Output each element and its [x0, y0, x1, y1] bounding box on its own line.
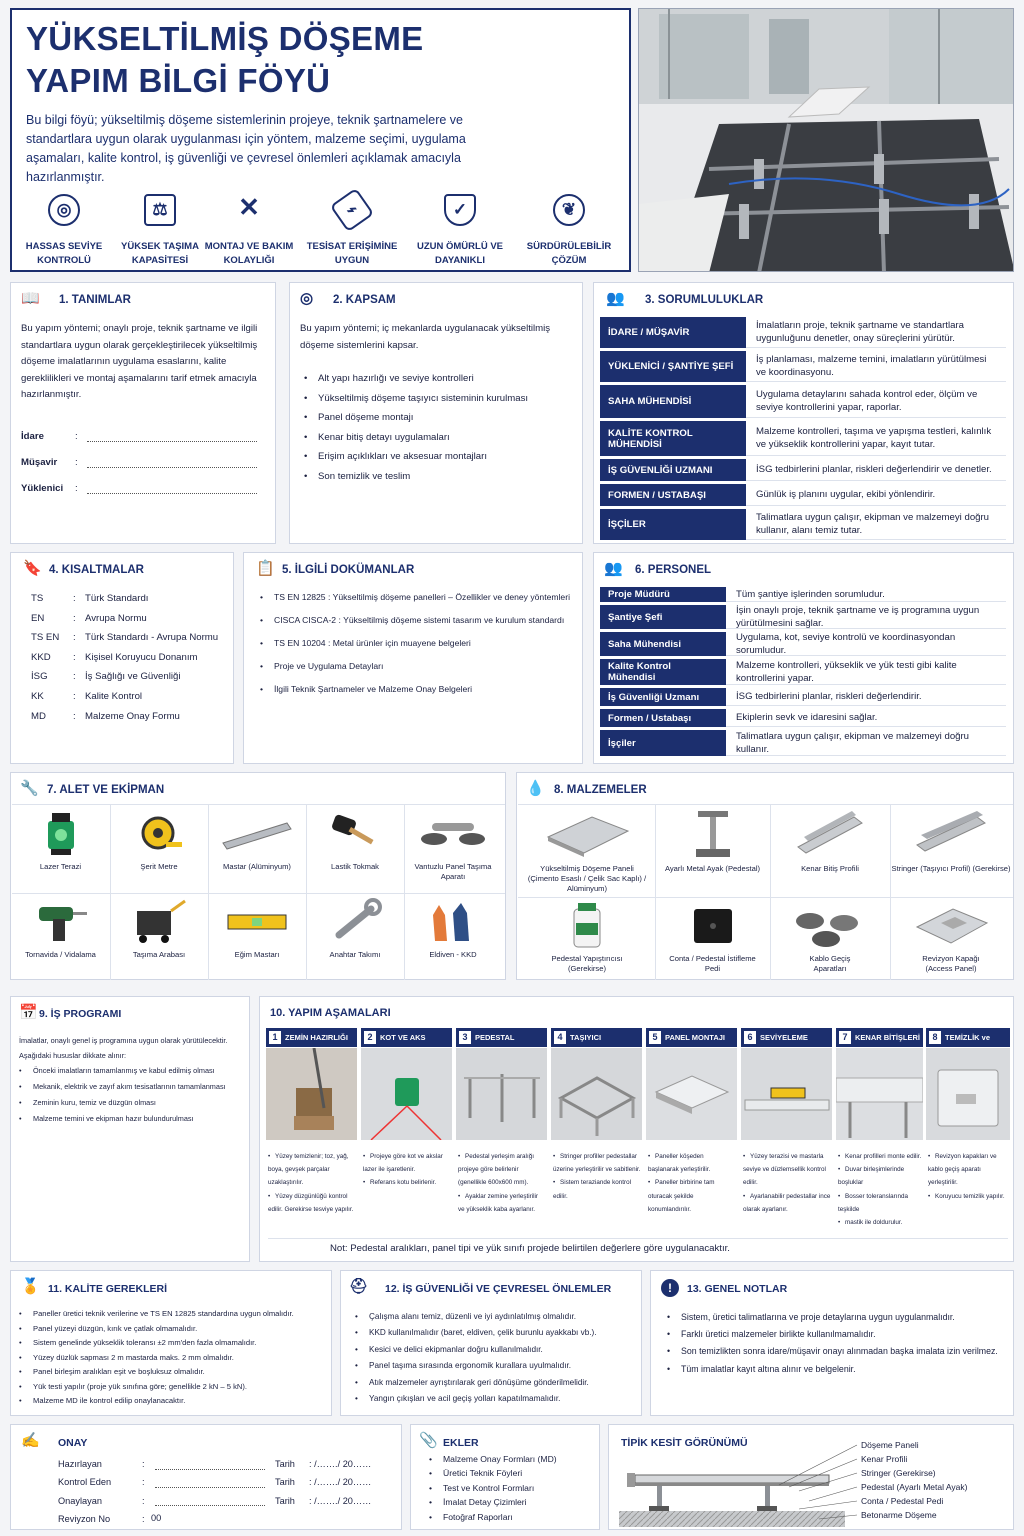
step-header-5: 5 PANEL MONTAJI — [646, 1028, 737, 1047]
target-icon: ◎ — [300, 290, 314, 307]
section-is-programi — [10, 996, 250, 1262]
section-title: 7. ALET VE EKİPMAN — [47, 784, 165, 796]
onaylayan-field[interactable] — [155, 1505, 265, 1506]
wrench-icon — [325, 897, 385, 947]
section-title: 13. GENEL NOTLAR — [687, 1283, 788, 1295]
material-yapistirici: Pedestal Yapıştırıcısı (Gerekirse) — [519, 901, 655, 974]
program-text: İmalatlar, onaylı genel iş programına uygun olarak yürütülecektir. — [19, 1036, 228, 1045]
onay-date-labels: Tarih Tarih Tarih — [275, 1459, 295, 1506]
feature-maintenance: ✕ MONTAJ VE BAKIM KOLAYLIĞI — [204, 192, 294, 266]
paperclip-icon: 📎 — [419, 1432, 438, 1449]
material-revizyon-kapagi: Revizyon Kapağı (Access Panel) — [890, 901, 1012, 974]
section-kapsam — [289, 282, 583, 544]
step-text-1: • Yüzey temizlenir; toz, yağ, boya, gevşek parçalar uzaklaştırılır. • Yüzey düzgünlüğü kontrol edilir. Gerekirse tesviye yapılır. — [268, 1150, 356, 1216]
laser-level-icon — [41, 809, 81, 859]
field-label: İdare — [21, 431, 44, 442]
tool-tornavida: Tornavida / Vidalama — [11, 897, 110, 960]
step-image-7 — [836, 1048, 923, 1140]
section-sorumluluklar — [593, 282, 1014, 544]
kapsam-text: Bu yapım yöntemi; iç mekanlarda uygulanacak yükseltilmiş döşeme sistemlerini kapsar. — [300, 323, 551, 351]
feature-access: ⌁ TESİSAT ERİŞİMİNE UYGUN — [304, 194, 400, 268]
step-text-8: • Revizyon kapakları ve kablo geçiş aparatı yerleştirilir. • Koruyucu temizlik yapılır. — [928, 1150, 1010, 1203]
onay-date-values[interactable]: : /……./ 20…… : /……./ 20…… : /……./ 20…… — [309, 1459, 372, 1506]
signature-icon: ✍ — [21, 1432, 40, 1449]
helmet-icon: ⛑ — [349, 1278, 369, 1295]
section-onay — [10, 1424, 402, 1530]
tools-icon: ✕ — [238, 192, 260, 222]
material-kenar-profil: Kenar Bitiş Profili — [770, 807, 890, 874]
tool-vantuzlu-aparat: Vantuzlu Panel Taşıma Aparatı — [404, 809, 502, 882]
section-personel — [593, 552, 1014, 764]
suction-lifter-icon — [418, 809, 488, 859]
cable-icon: ⌁ — [330, 188, 375, 233]
section-tanimlar — [10, 282, 276, 544]
section-guvenlik — [340, 1270, 642, 1416]
material-stringer: Stringer (Taşıyıcı Profil) (Gerekirse) — [890, 807, 1012, 874]
section-ekler — [410, 1424, 600, 1530]
material-conta: Conta / Pedestal İstifleme Pedi — [655, 901, 770, 974]
leaf-icon: ❦ — [553, 194, 585, 226]
header-panel — [10, 8, 631, 272]
spirit-level-icon — [222, 897, 292, 947]
step-image-8 — [926, 1048, 1010, 1140]
section-kalite — [10, 1270, 332, 1416]
tool-mastar: Mastar (Alüminyum) — [208, 809, 306, 872]
feature-sustainable: ❦ SÜRDÜRÜLEBİLİR ÇÖZÜM — [521, 194, 617, 268]
field-sep: : — [75, 483, 78, 494]
section-aletler — [10, 772, 506, 980]
asamalar-title: 10. YAPIM AŞAMALARI — [270, 1007, 391, 1019]
kontrol-eden-field[interactable] — [155, 1487, 265, 1488]
weight-icon: ⚖ — [144, 194, 176, 226]
material-kablo-gecis: Kablo Geçiş Aparatları — [770, 901, 890, 974]
tool-anahtar-takimi: Anahtar Takımı — [306, 897, 404, 960]
sorumluluk-table: İDARE / MÜŞAVİR İmalatların proje, teknik şartname ve standartlara uygunluğunu denetler, onay süreçlerini yürütür. YÜKLENİCİ / ŞANTİYE ŞEFİ İş planlaması, malzeme temini, imalatların yürütülmesi ve koordinasyonu. SAHA MÜHENDİSİ Uygulama detaylarını sahada kontrol eder, ölçüm ve seviye kontrollerini yapar, raporlar. KALİTE KONTROL MÜHENDİSİ Malzeme kontrolleri, taşıma ve yapışma testleri, kalınlık ve yükseklik kontrollerini yapar, kayıt tutar. İŞ GÜVENLİĞİ UZMANI İSG tedbirlerini planlar, riskleri değerlendirir ve denetler. FORMEN / USTABAŞI Günlük iş planını uygular, ekibi yönlendirir. İŞÇİLER Talimatlara uygun çalışır, ekipman ve malzemeyi doğru kullanır, alanı temiz tutar. — [600, 317, 1006, 543]
field-label: Müşavir — [21, 457, 58, 468]
section-title: 2. KAPSAM — [333, 294, 396, 306]
tool-lastik-tokmak: Lastik Tokmak — [306, 809, 404, 872]
kalite-list: • Paneller üretici teknik verilerine ve TS EN 12825 standardına uygun olmalıdır. • Panel yüzeyi düzgün, kırık ve çatlak olmamalıdır. • Sistem genelinde yükseklik toleransı ±2 mm'den fazla olmamalıdır. • Yüzey düzlük sapması 2 m mastarda maks. 2 mm olmalıdır. • Panel birleşim aralıkları eşit ve boşluksuz olmalıdır. • Yük testi yapılır (proje yük sınıfına göre; genellikle 2 kN – 5 kN). • Malzeme MD ile kontrol edilip onaylanacaktır. — [19, 1307, 294, 1409]
tape-measure-icon — [134, 809, 184, 859]
book-icon: 📖 — [21, 290, 40, 307]
program-list: • Önceki imalatların tamamlanmış ve kabul edilmiş olması • Mekanik, elektrik ve zayıf akım tesisatlarının tamamlanması • Zeminin kuru, temiz ve düzgün olması • Malzeme temini ve ekipman hazır bulundurulması — [19, 1063, 226, 1127]
notlar-list: • Sistem, üretici talimatlarına ve proje detaylarına uygun uygulanmalıdır. • Farklı üretici malzemeler birlikte kullanılmamalıdır. • Son temizlikten sonra idare/müşavir onayı alınmadan başka imalata izin verilmez. • Tüm imalatlar kayıt altına alınır ve belgelenir. — [667, 1309, 1007, 1378]
tool-tasima-arabasi: Taşıma Arabası — [110, 897, 208, 960]
bookmark-icon: 🔖 — [23, 560, 42, 577]
pad-icon — [688, 901, 738, 951]
asamalar-note: Not: Pedestal aralıkları, panel tipi ve yük sınıfı projede belirtilen değerlere göre uygulanacaktır. — [330, 1243, 730, 1254]
field-sep: : — [75, 431, 78, 442]
feature-precision: ◎ HASSAS SEVİYE KONTROLÜ — [16, 194, 112, 268]
section-malzemeler — [516, 772, 1014, 980]
section-kisaltmalar — [10, 552, 234, 764]
tool-egim-mastari: Eğim Mastarı — [208, 897, 306, 960]
tool-serit-metre: Şerit Metre — [110, 809, 208, 872]
drop-icon: 💧 — [526, 780, 545, 797]
section-title: 3. SORUMLULUKLAR — [645, 294, 764, 306]
material-panel: Yükseltilmiş Döşeme Paneli (Çimento Esaslı / Çelik Sac Kaplı) / Alüminyum) — [519, 807, 655, 894]
program-text: Aşağıdaki hususlar dikkate alınır: — [19, 1051, 127, 1060]
section-dokumanlar — [243, 552, 583, 764]
section-title: 9. İŞ PROGRAMI — [39, 1008, 122, 1020]
step-image-1 — [266, 1048, 357, 1140]
page-title: YÜKSELTİLMİŞ DÖŞEME YAPIM BİLGİ FÖYÜ — [26, 20, 424, 99]
step-header-6: 6 SEVİYELEME — [741, 1028, 832, 1047]
edge-profile-icon — [790, 807, 870, 861]
section-title: 8. MALZEMELER — [554, 784, 647, 796]
people-icon: 👥 — [604, 560, 623, 577]
tool-lazer-terazi: Lazer Terazi — [11, 809, 110, 872]
abbr-values: Türk Standardı Avrupa Normu Türk Standardı - Avrupa Normu Kişisel Koruyucu Donanım İş Sağlığı ve Güvenliği Kalite Kontrol Malzeme Onay Formu — [85, 593, 219, 722]
step-header-4: 4 TAŞIYICI — [551, 1028, 642, 1047]
ekler-list: • Malzeme Onay Formları (MD) • Üretici Teknik Föyleri • Test ve Kontrol Formları • İmalat Detay Çizimleri • Fotoğraf Raporları — [429, 1452, 557, 1524]
info-icon: ! — [661, 1279, 679, 1297]
mallet-icon — [325, 809, 385, 859]
step-image-6 — [741, 1048, 832, 1140]
straightedge-icon — [217, 809, 297, 859]
section-title: EKLER — [443, 1437, 479, 1449]
feature-durable: ✓ UZUN ÖMÜRLÜ VE DAYANIKLI — [412, 194, 508, 268]
field-sep: : — [75, 457, 78, 468]
grommet-icon — [790, 901, 870, 951]
personel-table: Proje Müdürü Tüm şantiye işlerinden sorumludur. Şantiye Şefi İşin onaylı proje, teknik şartname ve iş programına uygun yürütülmesini sağlar. Saha Mühendisi Uygulama, kot, seviye kontrolü ve koordinasyondan sorumludur. Kalite Kontrol Mühendisi Malzeme kontrolleri, yükseklik ve yük testi gibi kalite kontrollerini yapar. İş Güvenliği Uzmanı İSG tedbirlerini planlar, riskleri değerlendirir. Formen / Ustabaşı Ekiplerin sevk ve idaresini sağlar. İşçiler Talimatlara uygun çalışır, ekipman ve malzemeyi doğru kullanır. — [600, 587, 1006, 759]
kesit-labels: Döşeme Paneli Kenar Profili Stringer (Gerekirse) Pedestal (Ayarlı Metal Ayak) Conta / Pedestal Pedi Betonarme Döşeme — [861, 1440, 968, 1520]
adhesive-icon — [562, 901, 612, 951]
onay-sep: : : : : — [142, 1459, 145, 1525]
field-label: Yüklenici — [21, 483, 64, 494]
document-icon: 📋 — [256, 560, 275, 577]
step-text-5: • Paneller köşeden başlanarak yerleştirilir. • Paneller birbirine tam oturacak şekilde konumlandırılır. — [648, 1150, 736, 1216]
cart-icon — [129, 897, 189, 947]
step-header-8: 8 TEMİZLİK ve — [926, 1028, 1010, 1047]
guvenlik-list: • Çalışma alanı temiz, düzenli ve iyi aydınlatılmış olmalıdır. • KKD kullanılmalıdır (baret, eldiven, çelik burunlu ayakkabı vb.). • Kesici ve delici ekipmanlar doğru kullanılmalıdır. • Panel taşıma sırasında ergonomik kurallara uyulmalıdır. • Atık malzemeler ayrıştırılarak geri dönüşüme gönderilmelidir. • Yangın çıkışları ve acil geçiş yolları kapatılmamalıdır. — [355, 1309, 597, 1407]
step-text-6: • Yüzey terazisi ve mastarla seviye ve düzlemsellik kontrol edilir. • Ayarlanabilir pedestallar ince olarak ayarlanır. — [743, 1150, 831, 1216]
section-title: TİPİK KESİT GÖRÜNÜMÜ — [621, 1437, 748, 1449]
section-title: 11. KALİTE GEREKLERİ — [48, 1283, 168, 1295]
material-pedestal: Ayarlı Metal Ayak (Pedestal) — [655, 807, 770, 874]
intro-text: Bu bilgi föyü; yükseltilmiş döşeme sistemlerinin projeye, teknik şartnamelere ve standartlara uygun olarak uygulanması için yöntem, malzeme seçimi, uygulama aşamaları, kalite kontrol, iş güvenliği ve çevresel önlemleri açıklamak amacıyla hazırlanmıştır. — [26, 113, 466, 184]
section-title: 4. KISALTMALAR — [49, 564, 144, 576]
yuklenici-field[interactable] — [87, 493, 257, 494]
section-title: 12. İŞ GÜVENLİĞİ VE ÇEVRESEL ÖNLEMLER — [385, 1283, 612, 1295]
gloves-icon — [423, 897, 483, 947]
section-notlar — [650, 1270, 1014, 1416]
section-kesit — [608, 1424, 1014, 1530]
step-image-4 — [551, 1048, 642, 1140]
wrench-icon: 🔧 — [20, 780, 39, 797]
abbr-sep: : : : : : : : — [73, 593, 76, 722]
people-icon: 👥 — [606, 290, 625, 307]
dokuman-list: • TS EN 12825 : Yükseltilmiş döşeme panelleri – Özellikler ve deney yöntemleri • CISCA CISCA-2 : Yükseltilmiş döşeme sistemi tasarım ve kurulum standardı • TS EN 10204 : Metal ürünler için muayene belgeleri • Proje ve Uygulama Detayları • İlgili Teknik Şartnameler ve Malzeme Onay Belgeleri — [260, 586, 570, 701]
tool-eldiven: Eldiven - KKD — [404, 897, 502, 960]
shield-icon: ✓ — [444, 194, 476, 226]
musavir-field[interactable] — [87, 467, 257, 468]
raised-floor-photo — [638, 8, 1014, 272]
hazirlayan-field[interactable] — [155, 1469, 265, 1470]
step-image-5 — [646, 1048, 737, 1140]
step-header-2: 2 KOT VE AKS — [361, 1028, 452, 1047]
calendar-icon: 📅 — [19, 1004, 38, 1021]
step-image-3 — [456, 1048, 547, 1140]
kapsam-list: • Alt yapı hazırlığı ve seviye kontrolleri • Yükseltilmiş döşeme taşıyıcı sisteminin kurulması • Panel döşeme montajı • Kenar bitiş detayı uygulamaları • Erişim açıklıkları ve aksesuar montajları • Son temizlik ve teslim — [304, 369, 528, 487]
idare-field[interactable] — [87, 441, 257, 442]
revizyon-value: 00 — [151, 1513, 162, 1523]
step-text-2: • Projeye göre kot ve akslar lazer ile işaretlenir. • Referans kotu belirlenir. — [363, 1150, 451, 1190]
onay-labels: Hazırlayan Kontrol Eden Onaylayan Reviyzon No — [58, 1459, 112, 1525]
section-title: 1. TANIMLAR — [59, 294, 131, 306]
step-text-7: • Kenar profilleri monte edilir. • Duvar birleşimlerinde boşluklar • Bosser toleranslarında teşkilde • mastik ile doldurulur. — [838, 1150, 923, 1229]
target-icon: ◎ — [48, 194, 80, 226]
step-image-2 — [361, 1048, 452, 1140]
step-header-3: 3 PEDESTAL — [456, 1028, 547, 1047]
access-panel-icon — [911, 901, 991, 951]
feature-capacity: ⚖ YÜKSEK TAŞIMA KAPASİTESİ — [112, 194, 208, 268]
tanimlar-text: Bu yapım yöntemi; onaylı proje, teknik şartname ve ilgili standartlara uygun olarak gerçekleştirilecek yükseltilmiş döşeme imalatlarının uygulama esaslarını, kalite gereklilikleri ve montaj aşamalarını tarif etmek amacıyla hazırlanmıştır. — [21, 323, 258, 400]
pedestal-icon — [688, 807, 738, 861]
step-text-3: • Pedestal yerleşim aralığı projeye göre belirlenir (genellikle 600x600 mm). • Ayaklar zemine yerleştirilir ve yükseklik kaba ayarlanır. — [458, 1150, 546, 1216]
drill-icon — [31, 897, 91, 947]
panel-icon — [542, 807, 632, 861]
section-title: 5. İLGİLİ DOKÜMANLAR — [282, 564, 415, 576]
stringer-icon — [911, 807, 991, 861]
abbr-keys: TS EN TS EN KKD İSG KK MD — [31, 593, 60, 722]
step-header-1: 1 ZEMİN HAZIRLIĞI — [266, 1028, 357, 1047]
step-text-4: • Stringer profiller pedestallar üzerine yerleştirilir ve sabitlenir. • Sistem teraziande kontrol edilir. — [553, 1150, 641, 1203]
leader-lines — [759, 1439, 859, 1529]
award-icon: 🏅 — [21, 1278, 40, 1295]
step-header-7: 7 KENAR BİTİŞLERİ — [836, 1028, 923, 1047]
section-title: ONAY — [58, 1437, 88, 1449]
divider — [268, 1238, 1008, 1239]
section-title: 6. PERSONEL — [635, 564, 712, 576]
